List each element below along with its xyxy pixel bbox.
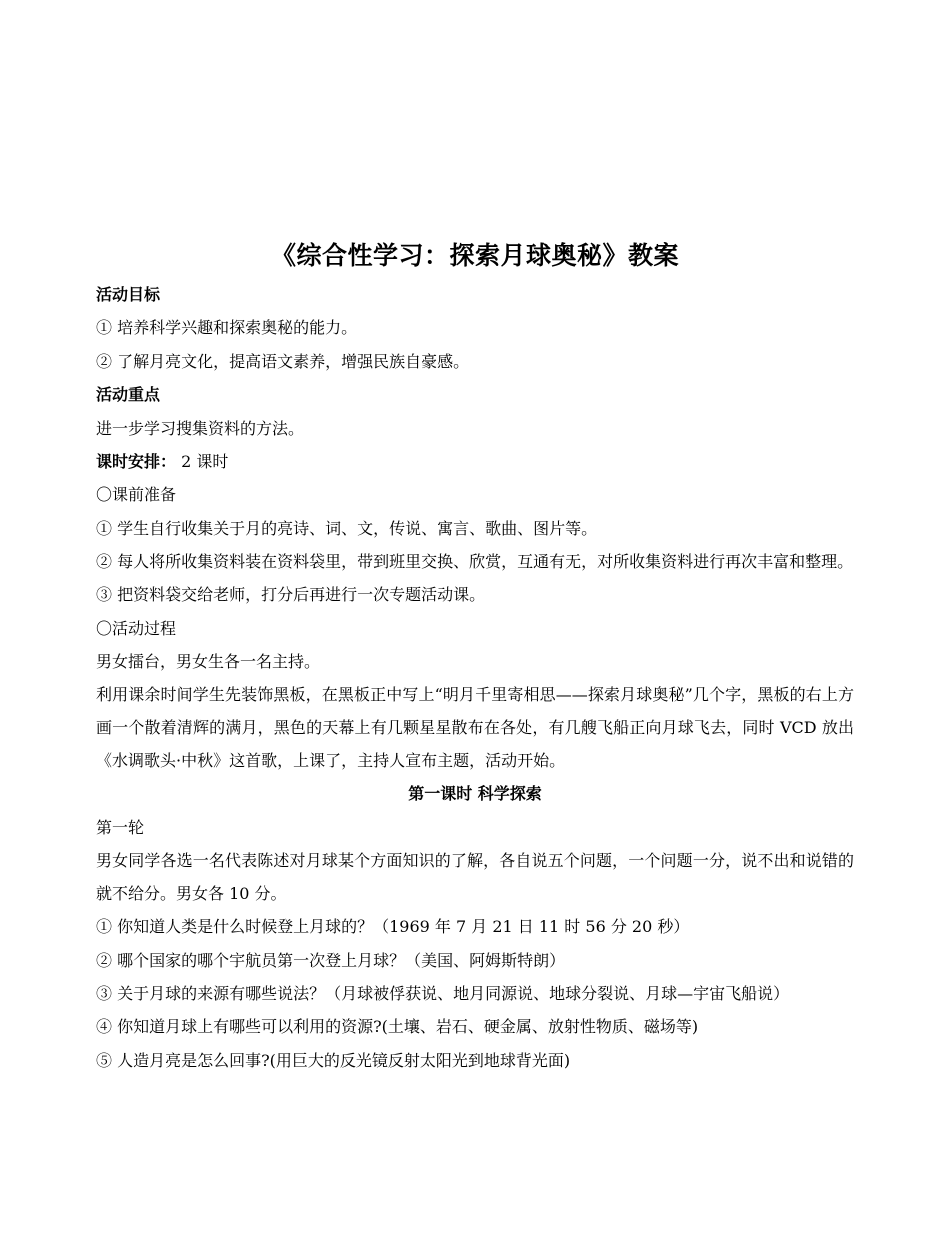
question-item: ① 你知道人类是什么时候登上月球的？（1969 年 7 月 21 日 11 时 56 分 20 秒） <box>96 917 690 937</box>
lesson1-heading: 第一课时 科学探索 <box>408 784 542 804</box>
schedule-label: 课时安排： <box>96 452 177 472</box>
question-item: ④ 你知道月球上有哪些可以利用的资源?(土壤、岩石、硬金属、放射性物质、磁场等) <box>96 1017 699 1037</box>
question-item: ③ 关于月球的来源有哪些说法？（月球被俘获说、地月同源说、地球分裂说、月球—宇宙飞船说） <box>96 984 790 1004</box>
round1-label: 第一轮 <box>96 817 145 837</box>
prep-item: ③ 把资料袋交给老师，打分后再进行一次专题活动课。 <box>96 585 486 605</box>
process-heading: 〇活动过程 <box>96 618 177 638</box>
prep-item: ① 学生自行收集关于月的亮诗、词、文，传说、寓言、歌曲、图片等。 <box>96 518 598 538</box>
question-item: ② 哪个国家的哪个宇航员第一次登上月球？（美国、阿姆斯特朗） <box>96 950 566 970</box>
schedule-line <box>96 445 854 478</box>
prep-item: ② 每人将所收集资料装在资料袋里，带到班里交换、欣赏，互通有无，对所收集资料进行再次丰富和整理。 <box>96 552 854 572</box>
focus-heading: 活动重点 <box>96 385 161 405</box>
document-title: 《综合性学习：探索月球奥秘》教案 <box>270 241 679 270</box>
process-description: 利用课余时间学生先装饰黑板，在黑板正中写上“明月千里寄相思——探索月球奥秘”几个字，黑板的右上方画一个散着清辉的满月，黑色的天幕上有几颗星星散布在各处，有几艘飞船正向月球飞去，同时 VCD 放出《水调歌头·中秋》这首歌，上课了，主持人宣布主题，活动开始。 <box>96 685 854 771</box>
goal-heading: 活动目标 <box>96 285 161 304</box>
process-intro: 男女擂台，男女生各一名主持。 <box>96 652 321 672</box>
focus-text: 进一步学习搜集资料的方法。 <box>96 418 305 438</box>
prep-heading: 〇课前准备 <box>96 485 177 505</box>
question-item: ⑤ 人造月亮是怎么回事?(用巨大的反光镜反射太阳光到地球背光面) <box>96 1050 571 1070</box>
goal-item: ① 培养科学兴趣和探索奥秘的能力。 <box>96 318 358 338</box>
goal-item: ② 了解月亮文化，提高语文素养，增强民族自豪感。 <box>96 351 470 371</box>
round1-description: 男女同学各选一名代表陈述对月球某个方面知识的了解，各自说五个问题，一个问题一分，说不出和说错的就不给分。男女各 10 分。 <box>96 851 854 904</box>
schedule-value: 2 课时 <box>176 452 229 472</box>
document-page <box>96 236 854 1077</box>
